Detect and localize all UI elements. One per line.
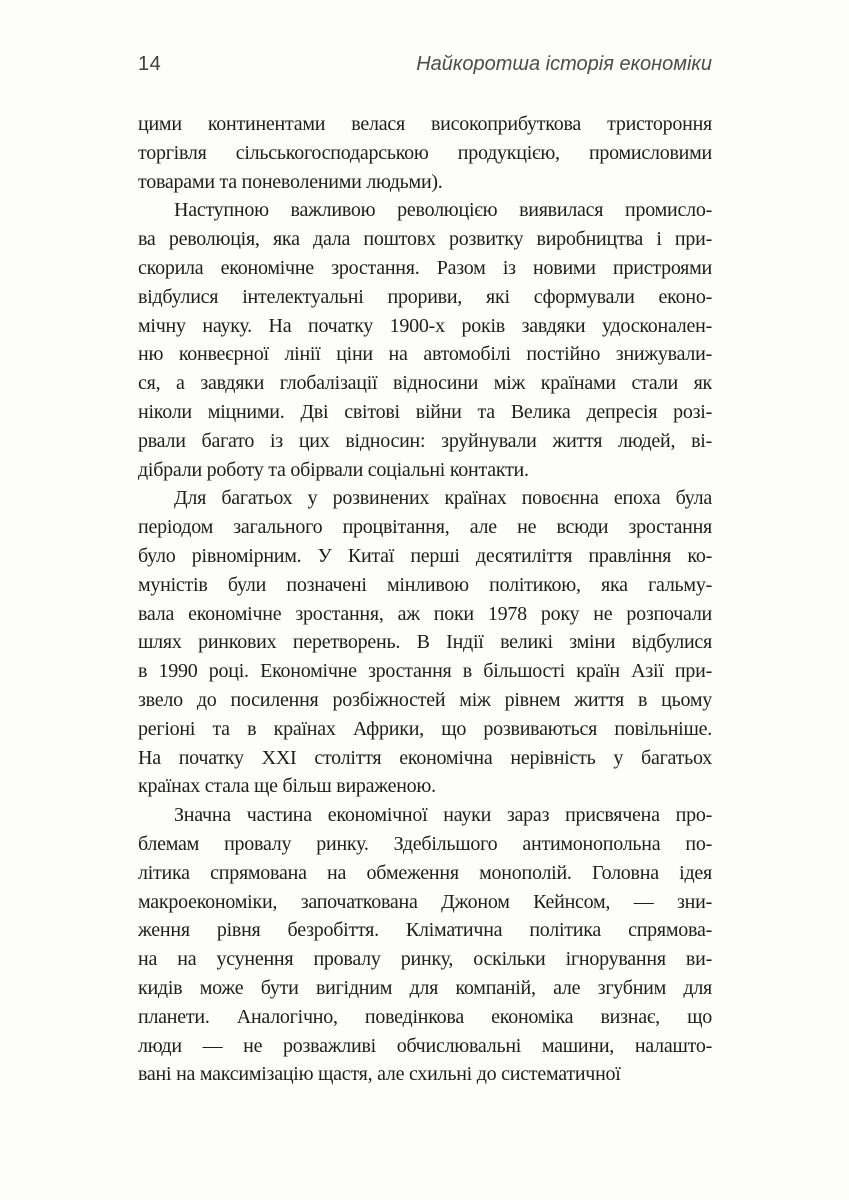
text-line: країнах стала ще більш вираженою. bbox=[138, 775, 436, 798]
text-line: в 1990 році. Економічне зростання в більшості країн Азії при- bbox=[138, 660, 712, 683]
text-line: мічну науку. На початку 1900-х років завдяки удосконален- bbox=[138, 314, 712, 337]
text-line: рвали багато із цих відносин: зруйнували життя людей, ві- bbox=[138, 429, 712, 452]
text-line: Наступною важливою революцією виявилася промисло- bbox=[174, 199, 712, 222]
text-line: торгівля сільськогосподарською продукцією, промисловими bbox=[138, 141, 712, 164]
text-line: ся, а завдяки глобалізації відносини між країнами стали як bbox=[138, 372, 712, 395]
text-line: регіоні та в країнах Африки, що розвиваються повільніше. bbox=[138, 717, 712, 740]
text-line: планети. Аналогічно, поведінкова економіка визнає, що bbox=[138, 1005, 712, 1028]
text-line: На початку XXI століття економічна нерівність у багатьох bbox=[138, 746, 712, 769]
running-title: Найкоротша історія економіки bbox=[416, 53, 712, 75]
text-line: періодом загального процвітання, але не всюди зростання bbox=[138, 516, 712, 539]
text-line: шлях ринкових перетворень. В Індії великі зміни відбулися bbox=[138, 631, 712, 654]
text-line: відбулися інтелектуальні прориви, які сформували еконо- bbox=[138, 285, 712, 308]
text-line: ню конвеєрної лінії ціни на автомобілі постійно знижували- bbox=[138, 343, 712, 366]
text-line: товарами та поневоленими людьми). bbox=[138, 170, 443, 193]
text-line: скорила економічне зростання. Разом із новими пристроями bbox=[138, 256, 712, 279]
text-line: на на усунення провалу ринку, оскільки ігнорування ви- bbox=[138, 948, 712, 971]
text-line: ніколи міцними. Дві світові війни та Велика депресія розі- bbox=[138, 400, 712, 423]
text-block bbox=[138, 110, 712, 1089]
page-number: 14 bbox=[138, 53, 162, 75]
text-line: ва революція, яка дала поштовх розвитку виробництва і при- bbox=[138, 228, 712, 251]
text-line: літика спрямована на обмеження монополій. Головна ідея bbox=[138, 861, 712, 884]
text-line: Значна частина економічної науки зараз присвячена про- bbox=[174, 804, 712, 827]
text-line: вала економічне зростання, аж поки 1978 року не розпочали bbox=[138, 602, 712, 625]
text-line: блемам провалу ринку. Здебільшого антимонопольна по- bbox=[138, 832, 712, 855]
page-header bbox=[138, 53, 712, 76]
text-line: макроекономіки, започаткована Джоном Кейнсом, — зни- bbox=[138, 890, 712, 913]
text-line: муністів були позначені мінливою політикою, яка гальму- bbox=[138, 573, 712, 596]
text-line: дібрали роботу та обірвали соціальні контакти. bbox=[138, 458, 529, 481]
text-line: Для багатьох у розвинених країнах повоєнна епоха була bbox=[174, 487, 712, 510]
text-line: звело до посилення розбіжностей між рівнем життя в цьому bbox=[138, 688, 712, 711]
text-line: люди — не розважливі обчислювальні машини, налашто- bbox=[138, 1034, 712, 1057]
text-line: було рівномірним. У Китаї перші десятиліття правління ко- bbox=[138, 544, 712, 567]
text-line: ження рівня безробіття. Кліматична політика спрямова- bbox=[138, 919, 712, 942]
text-line: вані на максимізацію щастя, але схильні до систематичної bbox=[138, 1063, 621, 1086]
text-line: кидів може бути вигідним для компаній, але згубним для bbox=[138, 976, 712, 999]
text-line: цими континентами велася високоприбуткова тристороння bbox=[138, 113, 712, 135]
